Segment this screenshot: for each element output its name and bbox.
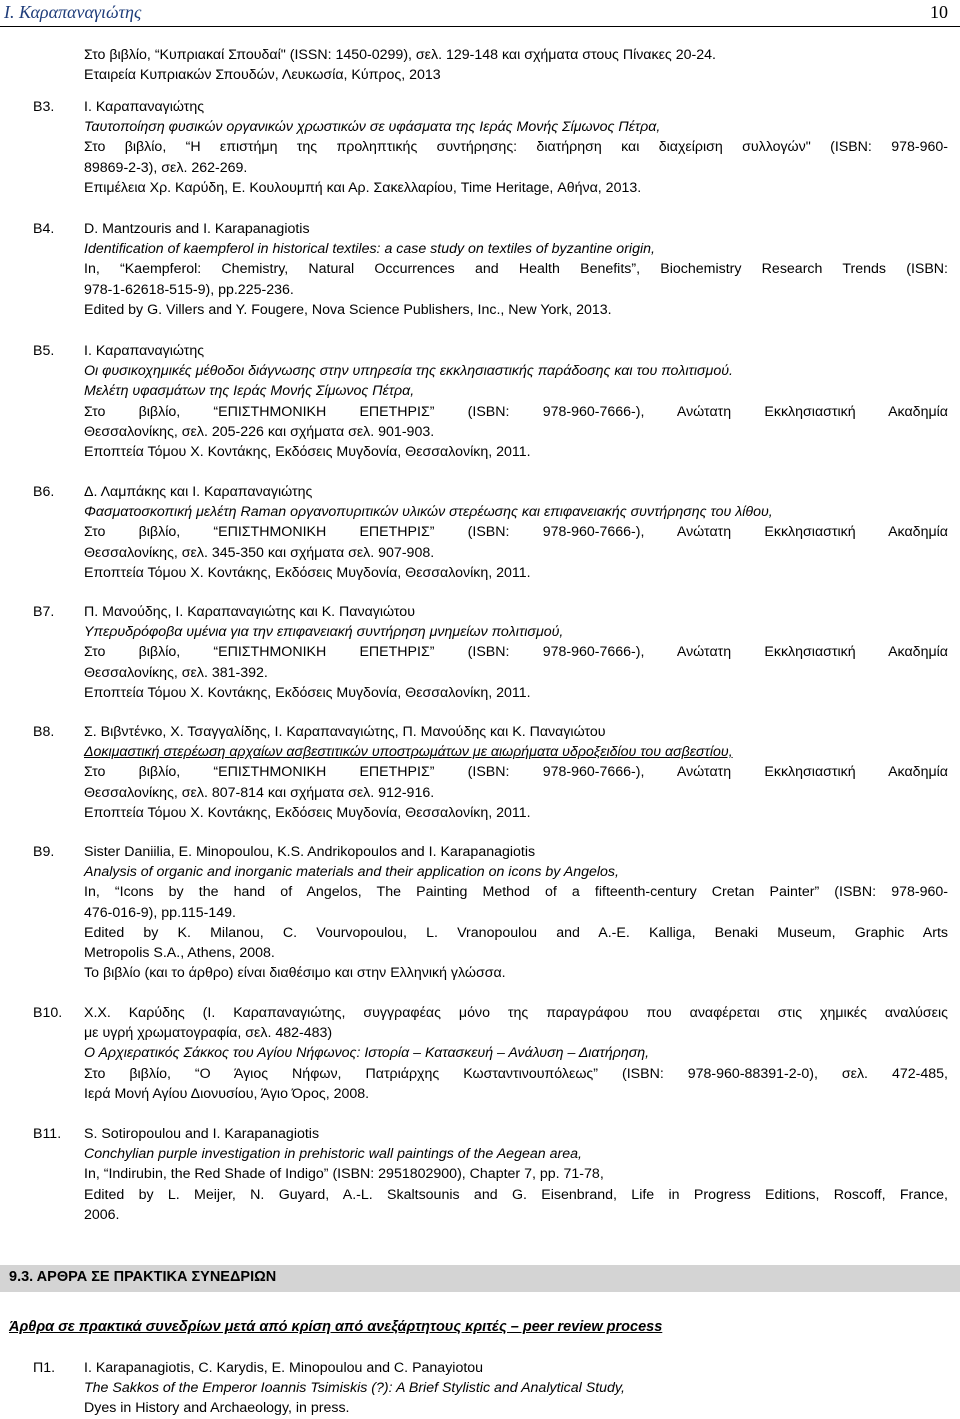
entry-number: Β6. [33,484,55,500]
section-heading: 9.3. ΑΡΘΡΑ ΣΕ ΠΡΑΚΤΙΚΑ ΣΥΝΕΔΡΙΩΝ [9,1269,277,1285]
entry-title: Ταυτοποίηση φυσικών οργανικών χρωστικών σε υφάσματα της Ιεράς Μονής Σίμωνος Πέτρα, [84,119,661,136]
entry-line: Metropolis S.A., Athens, 2008. [84,945,275,962]
entry-title: Φασματοσκοπική μελέτη Raman οργανοπυριτικών υλικών στερέωσης και επιφανειακής συντήρησης του λίθου, [84,504,773,521]
entry-number: Β5. [33,343,55,359]
entry-line: Θεσσαλονίκης, σελ. 205-226 και σχήματα σελ. 901-903. [84,423,435,440]
entry-line: με υγρή χρωματογραφία, σελ. 482-483) [84,1025,333,1042]
entry-title: Υπερυδρόφοβα υμένια για την επιφανειακή συντήρηση μνημείων πολιτισμού, [84,624,564,641]
entry-line: Στο βιβλίο, “Ο Άγιος Νήφων, Πατριάρχης Κωσταντινουπόλεως” (ISBN: 978-960-88391-2-0), σελ. 472-485, [84,1065,948,1082]
entry-number: B4. [33,221,55,237]
entry-line: Στο βιβλίο, “ΕΠΙΣΤΗΜΟΝΙΚΗ ΕΠΕΤΗΡΙΣ” (ISBN: 978-960-7666-), Ανώτατη Εκκλησιαστική Ακαδημία [84,764,948,781]
entry-line: Ιερά Μονή Αγίου Διονυσίου, Άγιο Όρος, 2008. [84,1085,370,1102]
entry-line: Χ.Χ. Καρύδης (Ι. Καραπαναγιώτης, συγγραφέας μόνο της παραγράφου που αναφέρεται στις χημικές αναλύσεις [84,1005,948,1021]
entry-number: Β10. [33,1005,63,1021]
entry-line: 2006. [84,1206,120,1223]
entry-line: Θεσσαλονίκης, σελ. 807-814 και σχήματα σελ. 912-916. [84,784,435,801]
entry-number: B9. [33,844,55,860]
entry-line: Εποπτεία Τόμου Χ. Κοντάκης, Εκδόσεις Μυγδονία, Θεσσαλονίκη, 2011. [84,444,531,461]
entry-line: 476-016-9), pp.115-149. [84,904,236,921]
entry-number: Β7. [33,604,55,620]
entry-title: Identification of kaempferol in historical textiles: a case study on textiles of byzantine origin, [84,241,655,258]
entry-number: Π1. [33,1360,56,1376]
entry-line: Στο βιβλίο, “ΕΠΙΣΤΗΜΟΝΙΚΗ ΕΠΕΤΗΡΙΣ” (ISBN: 978-960-7666-), Ανώτατη Εκκλησιαστική Ακαδημία [84,524,948,541]
entry-line: Εποπτεία Τόμου Χ. Κοντάκης, Εκδόσεις Μυγδονία, Θεσσαλονίκη, 2011. [84,564,531,581]
entry-line: 978-1-62618-515-9), pp.225-236. [84,281,294,298]
entry-authors: S. Sotiropoulou and I. Karapanagiotis [84,1126,320,1142]
entry-line: 89869-2-3), σελ. 262-269. [84,159,248,176]
entry-number: B11. [33,1126,62,1142]
entry-line: Θεσσαλονίκης, σελ. 345-350 και σχήματα σελ. 907-908. [84,544,435,561]
entry-title: Analysis of organic and inorganic materials and their application on icons by Angelos, [84,864,619,881]
entry-line: Edited by K. Milanou, C. Vourvopoulou, L. Vranopoulou and A.-E. Kalliga, Benaki Museum, Graphic Arts [84,924,948,941]
entry-title: Ο Αρχιερατικός Σάκκος του Αγίου Νήφωνος: Ιστορία – Κατασκευή – Ανάλυση – Διατήρηση, [84,1045,650,1062]
entry-title: Οι φυσικοχημικές μέθοδοι διάγνωσης στην υπηρεσία της εκκλησιαστικής παράδοσης και του πολιτισμού. [84,363,733,380]
entry-authors: Δ. Λαμπάκης και Ι. Καραπαναγιώτης [84,484,313,500]
entry-title: Μελέτη υφασμάτων της Ιεράς Μονής Σίμωνος Πέτρα, [84,383,415,400]
section-heading-bar [0,1265,960,1292]
entry-title: Δοκιμαστική στερέωση αρχαίων ασβεστιτικών υποστρωμάτων με αιωρήματα υδροξειδίου του ασβεστίου, [84,744,733,761]
entry-authors: Sister Daniilia, E. Minopoulou, K.S. Andrikopoulos and I. Karapanagiotis [84,844,536,860]
entry-line: In, “Kaempferol: Chemistry, Natural Occurrences and Health Benefits”, Biochemistry Research Trends (ISBN: [84,261,948,278]
subsection-heading: Άρθρα σε πρακτικά συνεδρίων μετά από κρίση από ανεξάρτητους κριτές – peer review process [9,1319,663,1335]
entry-authors: I. Karapanagiotis, C. Karydis, E. Minopoulou and C. Panayiotou [84,1360,484,1376]
page-header [0,0,960,27]
entry-number: Β3. [33,99,55,115]
entry-line: In, “Icons by the hand of Angelos, The Painting Method of a fifteenth-century Cretan Painter” (ISBN: 978-960- [84,884,948,901]
entry-line: Εποπτεία Τόμου Χ. Κοντάκης, Εκδόσεις Μυγδονία, Θεσσαλονίκη, 2011. [84,684,531,701]
entry-line: Edited by G. Villers and Y. Fougere, Nova Science Publishers, Inc., New York, 2013. [84,301,612,318]
entry-authors: Π. Μανούδης, Ι. Καραπαναγιώτης και Κ. Παναγιώτου [84,604,415,620]
entry-title: Conchylian purple investigation in prehistoric wall paintings of the Aegean area, [84,1146,582,1163]
page-number: 10 [930,2,948,22]
entry-line: Στο βιβλίο, “ΕΠΙΣΤΗΜΟΝΙΚΗ ΕΠΕΤΗΡΙΣ” (ISBN: 978-960-7666-), Ανώτατη Εκκλησιαστική Ακαδημία [84,644,948,661]
entry-authors: Ι. Καραπαναγιώτης [84,343,205,359]
entry-number: Β8. [33,724,55,740]
header-author: Ι. Καραπαναγιώτης [4,2,142,22]
entry-line: Εποπτεία Τόμου Χ. Κοντάκης, Εκδόσεις Μυγδονία, Θεσσαλονίκη, 2011. [84,804,531,821]
entry-line: Το βιβλίο (και το άρθρο) είναι διαθέσιμο και στην Ελληνική γλώσσα. [84,965,506,982]
entry-line: Edited by L. Meijer, N. Guyard, A.-L. Skaltsounis and G. Eisenbrand, Life in Progress Editions, Roscoff, France, [84,1186,948,1203]
entry-line: Στο βιβλίο, “Κυπριακαί Σπουδαί" (ISSN: 1450-0299), σελ. 129-148 και σχήματα στους Πίνακες 20-24. [84,47,716,63]
entry-line: In, “Indirubin, the Red Shade of Indigo” (ISBN: 2951802900), Chapter 7, pp. 71-78, [84,1166,604,1183]
entry-line: Επιμέλεια Χρ. Καρύδη, Ε. Κουλουμπή και Αρ. Σακελλαρίου, Time Heritage, Αθήνα, 2013. [84,179,642,196]
entry-line: Στο βιβλίο, “Η επιστήμη της προληπτικής συντήρησης: διατήρηση και διαχείριση συλλογών" (ISBN: 978-960- [84,139,948,156]
entry-line: Στο βιβλίο, “ΕΠΙΣΤΗΜΟΝΙΚΗ ΕΠΕΤΗΡΙΣ” (ISBN: 978-960-7666-), Ανώτατη Εκκλησιαστική Ακαδημία [84,403,948,420]
entry-authors: D. Mantzouris and I. Karapanagiotis [84,221,310,237]
entry-authors: Ι. Καραπαναγιώτης [84,99,205,115]
entry-title: The Sakkos of the Emperor Ioannis Tsimiskis (?): A Brief Stylistic and Analytical Study, [84,1380,625,1397]
entry-line: Dyes in History and Archaeology, in press. [84,1400,350,1417]
entry-authors: Σ. Βιβντένκο, Χ. Τσαγγαλίδης, Ι. Καραπαναγιώτης, Π. Μανούδης και Κ. Παναγιώτου [84,724,606,740]
entry-line: Εταιρεία Κυπριακών Σπουδών, Λευκωσία, Κύπρος, 2013 [84,67,441,84]
entry-line: Θεσσαλονίκης, σελ. 381-392. [84,664,268,681]
